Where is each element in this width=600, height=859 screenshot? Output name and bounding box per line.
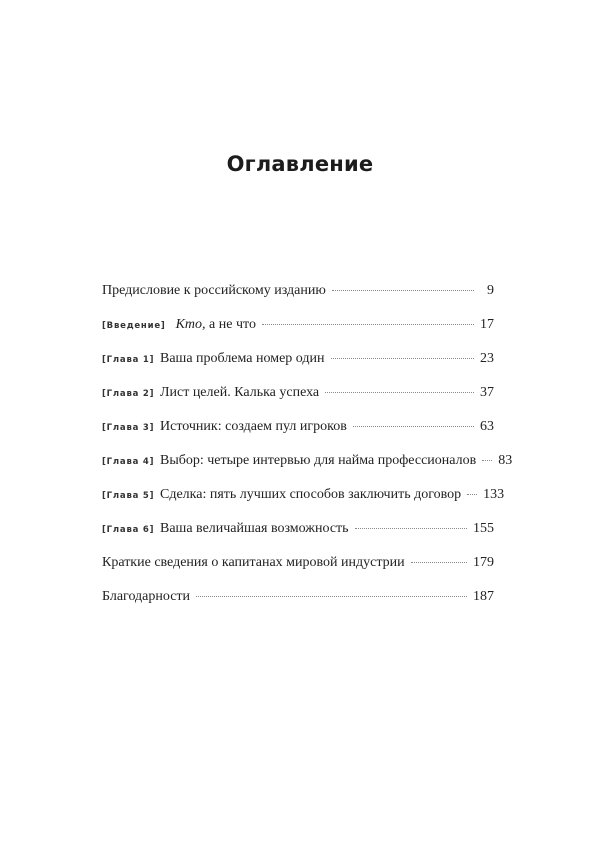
toc-page-number: 187	[473, 589, 494, 604]
dot-leader	[353, 426, 474, 427]
toc-entry-title: Выбор: четыре интервью для найма профессионалов	[160, 453, 477, 468]
toc-page-number: 179	[473, 555, 494, 570]
toc-entry-title: Сделка: пять лучших способов заключить договор	[160, 487, 462, 502]
toc-page-number: 83	[498, 453, 513, 468]
toc-entry-title: Лист целей. Калька успеха	[160, 385, 320, 400]
toc-entry-title: Предисловие к российскому изданию	[102, 283, 326, 298]
toc-entry-title: Ваша величайшая возможность	[160, 521, 349, 536]
toc-page-number: 133	[483, 487, 505, 502]
toc-entry-title: Краткие сведения о капитанах мировой индустрии	[102, 555, 405, 570]
toc-page-number: 155	[473, 521, 494, 536]
table-of-contents	[102, 281, 513, 621]
toc-page-number: 37	[480, 385, 494, 400]
toc-entry-tag: [Глава 6]	[102, 525, 155, 535]
toc-entry-chapter-2	[102, 383, 494, 417]
dot-leader	[467, 494, 477, 495]
dot-leader	[325, 392, 474, 393]
dot-leader	[196, 596, 467, 597]
toc-entry-acknowledgements	[102, 587, 494, 621]
toc-entry-tag: [Глава 1]	[102, 355, 155, 365]
page-title: Оглавление	[226, 152, 374, 176]
dot-leader	[482, 460, 492, 461]
toc-entry-chapter-6	[102, 519, 494, 553]
toc-entry-title-italic: Кто,	[175, 317, 206, 332]
toc-entry-preface	[102, 281, 494, 315]
dot-leader	[332, 290, 474, 291]
toc-entry-tag: [Глава 2]	[102, 389, 155, 399]
toc-entry-chapter-3	[102, 417, 494, 451]
toc-entry-title: Источник: создаем пул игроков	[160, 419, 347, 434]
dot-leader	[411, 562, 467, 563]
toc-entry-title: Ваша проблема номер один	[160, 351, 325, 366]
toc-entry-captains	[102, 553, 494, 587]
toc-entry-tag: [Глава 5]	[102, 491, 155, 501]
toc-entry-chapter-5	[102, 485, 505, 519]
dot-leader	[355, 528, 467, 529]
toc-entry-title: Благодарности	[102, 589, 191, 604]
dot-leader	[262, 324, 474, 325]
toc-entry-tag: [Глава 3]	[102, 423, 155, 433]
toc-entry-tag: [Введение]	[102, 321, 166, 331]
toc-entry-title: а не что	[205, 317, 256, 332]
toc-page-number: 17	[480, 317, 494, 332]
toc-entry-chapter-4	[102, 451, 513, 485]
toc-entry-introduction	[102, 315, 494, 349]
toc-entry-chapter-1	[102, 349, 494, 383]
toc-page-number: 63	[480, 419, 494, 434]
dot-leader	[331, 358, 475, 359]
toc-page-number: 9	[487, 283, 494, 298]
toc-page-number: 23	[480, 351, 494, 366]
toc-entry-tag: [Глава 4]	[102, 457, 155, 467]
